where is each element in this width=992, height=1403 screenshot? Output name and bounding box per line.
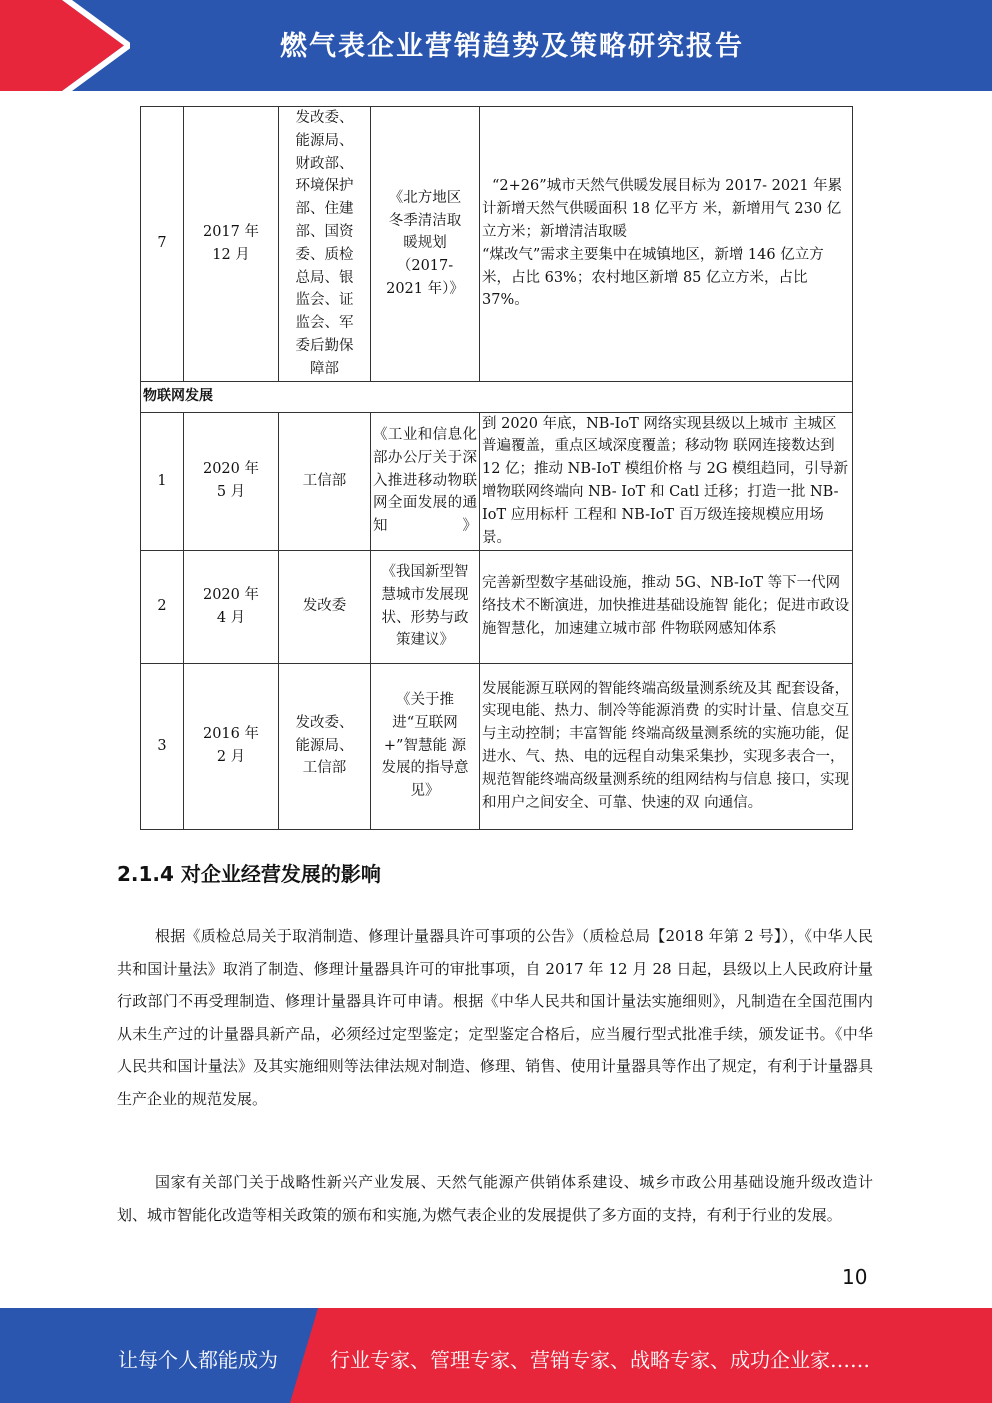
footer-slogan-right: 行业专家、管理专家、营销专家、战略专家、成功企业家……	[330, 1348, 870, 1372]
row-department: 发改委	[279, 550, 371, 663]
row-date-text: 2017 年 12 月	[202, 223, 259, 263]
row-number: 7	[141, 107, 184, 382]
table-row	[141, 107, 853, 382]
body-paragraph-1: 根据《质检总局关于取消制造、修理计量器具许可事项的公告》（质检总局【2018 年第 2 号】），《中华人民共和国计量法》取消了制造、修理计量器具许可的审批事项，自 2017 年 12 月 28 日起，县级以上人民政府计量行政部门不再受理制造、修理计量器具许可申请。根据《中华人民共和国计量法实施细则》，凡制造在全国范围内从未生产过的计量器具新产品，必须经过定型鉴定；定型鉴定合格后，应当履行型式批准手续，颁发证书。《中华人民共和国计量法》及其实施细则等法律法规对制造、修理、销售、使用计量器具等作出了规定，有利于计量器具生产企业的规范发展。	[117, 927, 873, 1108]
table-section-row	[141, 381, 853, 412]
body-paragraph-2: 国家有关部门关于战略性新兴产业发展、天然气能源产供销体系建设、城乡市政公用基础设施升级改造计划、城市智能化改造等相关政策的颁布和实施,为燃气表企业的发展提供了多方面的支持，有利于行业的发展。	[117, 1173, 873, 1224]
row-document: 《工业和信息化部办公厅关于深入推进移动物联网全面发展的通知》	[371, 412, 480, 550]
table-row	[141, 663, 853, 829]
row-number: 3	[141, 663, 184, 829]
footer-slogan-left: 让每个人都能成为	[118, 1348, 278, 1372]
row-department: 工信部	[279, 412, 371, 550]
row-department	[279, 663, 371, 829]
row-description	[480, 107, 853, 382]
row-document	[371, 107, 480, 382]
section-heading: 2.1.4 对企业经营发展的影响	[117, 862, 381, 886]
row-description: 到 2020 年底，NB-IoT 网络实现县级以上城市 主城区普遍覆盖，重点区域深度覆盖；移动物 联网连接数达到 12 亿；推动 NB-IoT 模组价格 与 2G 模组趋同，引导新增物联网终端向 NB- IoT 和 Catl 迁移；打造一批 NB-IoT 应用标杆 工程和 NB-IoT 百万级连接规模应用场景。	[480, 412, 853, 550]
table-row	[141, 412, 853, 550]
row-date	[184, 550, 279, 663]
row-document-text: 《我国新型智慧城市发展现状、形势与政策建议》	[381, 563, 469, 649]
row-document-text: 《北方地区冬季清洁取暖规划（2017-2021 年）》	[386, 189, 464, 297]
row-document-text: 《关于推进“互联网 +”智慧能 源发展的指导意见》	[381, 692, 469, 800]
row-date-text: 2020 年 5 月	[202, 461, 259, 501]
row-department	[279, 107, 371, 382]
section-label: 物联网发展	[141, 381, 853, 412]
row-description-line-2: “煤改气”需求主要集中在城镇地区，新增 146 亿立方米，占比 63%；农村地区新增 85 亿立方米，占比 37%。	[482, 246, 824, 309]
page-number: 10	[842, 1265, 868, 1289]
row-department-text: 发改委、能源局、工信部	[295, 714, 354, 777]
row-document	[371, 550, 480, 663]
row-number: 2	[141, 550, 184, 663]
row-description-line-1: “2+26”城市天然气供暖发展目标为 2017- 2021 年累计新增天然气供暖面积 18 亿平方 米，新增用气 230 亿立方米；新增清洁取暖	[482, 178, 843, 240]
report-title: 燃气表企业营销趋势及策略研究报告	[280, 31, 744, 62]
table-row	[141, 550, 853, 663]
report-footer	[0, 1308, 992, 1403]
row-date	[184, 412, 279, 550]
row-number: 1	[141, 412, 184, 550]
row-date-text: 2020 年 4 月	[202, 586, 259, 626]
report-header	[0, 0, 992, 91]
policy-table	[140, 106, 853, 830]
row-department-text: 发改委、能源局、财政部、环境保护部、住建部、国资委、质检总局、银监会、证监会、军委后勤保障部	[295, 110, 354, 377]
row-date	[184, 663, 279, 829]
row-date	[184, 107, 279, 382]
row-description: 发展能源互联网的智能终端高级量测系统及其 配套设备，实现电能、热力、制冷等能源消费 的实时计量、信息交互与主动控制；丰富智能 终端高级量测系统的实施功能，促进水、气、热、电的远程自动集采集抄，实现多表合一， 规范智能终端高级量测系统的组网结构与信息 接口，实现和用户之间安全、可靠、快速的双 向通信。	[480, 663, 853, 829]
header-chevron-decoration	[0, 0, 130, 91]
row-date-text: 2016 年 2 月	[202, 726, 259, 766]
row-description: 完善新型数字基础设施，推动 5G、NB-IoT 等下一代网络技术不断演进，加快推进基础设施智 能化；促进市政设施智慧化，加速建立城市部 件物联网感知体系	[480, 550, 853, 663]
row-document	[371, 663, 480, 829]
